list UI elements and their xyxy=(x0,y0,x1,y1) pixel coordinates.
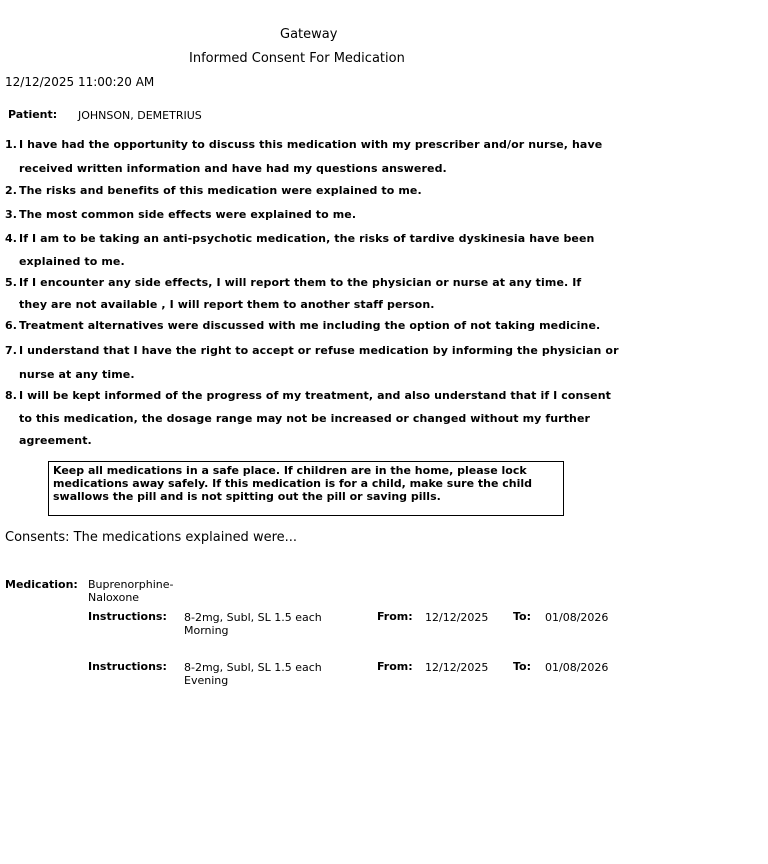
medication-label: Medication: xyxy=(5,578,78,591)
to-label: To: xyxy=(513,660,531,673)
statement-number: 7. xyxy=(5,344,18,357)
statement-line: agreement. xyxy=(19,434,92,447)
org-name: Gateway xyxy=(280,27,338,42)
instruction-line: 8-2mg, Subl, SL 1.5 each xyxy=(184,661,322,674)
statement-number: 2. xyxy=(5,184,18,197)
statement-line: The most common side effects were explained to me. xyxy=(19,208,357,221)
medication-name-line: Buprenorphine- xyxy=(88,578,174,591)
statement-line: received written information and have had my questions answered. xyxy=(19,162,447,175)
statement-line: they are not available , I will report them to another staff person. xyxy=(19,298,435,311)
from-date: 12/12/2025 xyxy=(425,611,489,624)
instruction-line: Morning xyxy=(184,624,229,637)
statement-number: 5. xyxy=(5,276,18,289)
instruction-line: 8-2mg, Subl, SL 1.5 each xyxy=(184,611,322,624)
patient-label: Patient: xyxy=(8,108,58,121)
from-label: From: xyxy=(377,660,413,673)
to-date: 01/08/2026 xyxy=(545,661,609,674)
notice-line: swallows the pill and is not spitting out the pill or saving pills. xyxy=(53,490,441,503)
statement-line: I understand that I have the right to accept or refuse medication by informing the physician or xyxy=(19,344,619,357)
instruction-text xyxy=(184,611,322,637)
statement-number: 8. xyxy=(5,389,18,402)
statement-line: If I am to be taking an anti-psychotic medication, the risks of tardive dyskinesia have been xyxy=(19,232,595,245)
instructions-label: Instructions: xyxy=(88,610,167,623)
statement-line: The risks and benefits of this medication were explained to me. xyxy=(19,184,422,197)
patient-name: JOHNSON, DEMETRIUS xyxy=(78,109,202,122)
statement-number: 3. xyxy=(5,208,18,221)
to-date: 01/08/2026 xyxy=(545,611,609,624)
statement-line: If I encounter any side effects, I will report them to the physician or nurse at any time. If xyxy=(19,276,582,289)
notice-line: Keep all medications in a safe place. If children are in the home, please lock xyxy=(53,464,527,477)
instruction-line: Evening xyxy=(184,674,229,687)
safety-notice-box xyxy=(48,461,564,516)
medication-name xyxy=(88,578,174,604)
statement-line: I will be kept informed of the progress of my treatment, and also understand that if I consent xyxy=(19,389,611,402)
statement-line: I have had the opportunity to discuss this medication with my prescriber and/or nurse, have xyxy=(19,138,603,151)
to-label: To: xyxy=(513,610,531,623)
statement-number: 6. xyxy=(5,319,18,332)
instructions-label: Instructions: xyxy=(88,660,167,673)
statement-line: Treatment alternatives were discussed with me including the option of not taking medicine. xyxy=(19,319,601,332)
statement-line: to this medication, the dosage range may not be increased or changed without my further xyxy=(19,412,591,425)
consents-text: Consents: The medications explained were... xyxy=(5,530,298,545)
form-title: Informed Consent For Medication xyxy=(189,51,405,66)
from-label: From: xyxy=(377,610,413,623)
statement-line: explained to me. xyxy=(19,255,125,268)
from-date: 12/12/2025 xyxy=(425,661,489,674)
instruction-text xyxy=(184,661,322,687)
statement-number: 1. xyxy=(5,138,18,151)
medication-name-line: Naloxone xyxy=(88,591,140,604)
notice-line: medications away safely. If this medication is for a child, make sure the child xyxy=(53,477,533,490)
timestamp: 12/12/2025 11:00:20 AM xyxy=(5,75,155,89)
statement-number: 4. xyxy=(5,232,18,245)
statement-line: nurse at any time. xyxy=(19,368,135,381)
